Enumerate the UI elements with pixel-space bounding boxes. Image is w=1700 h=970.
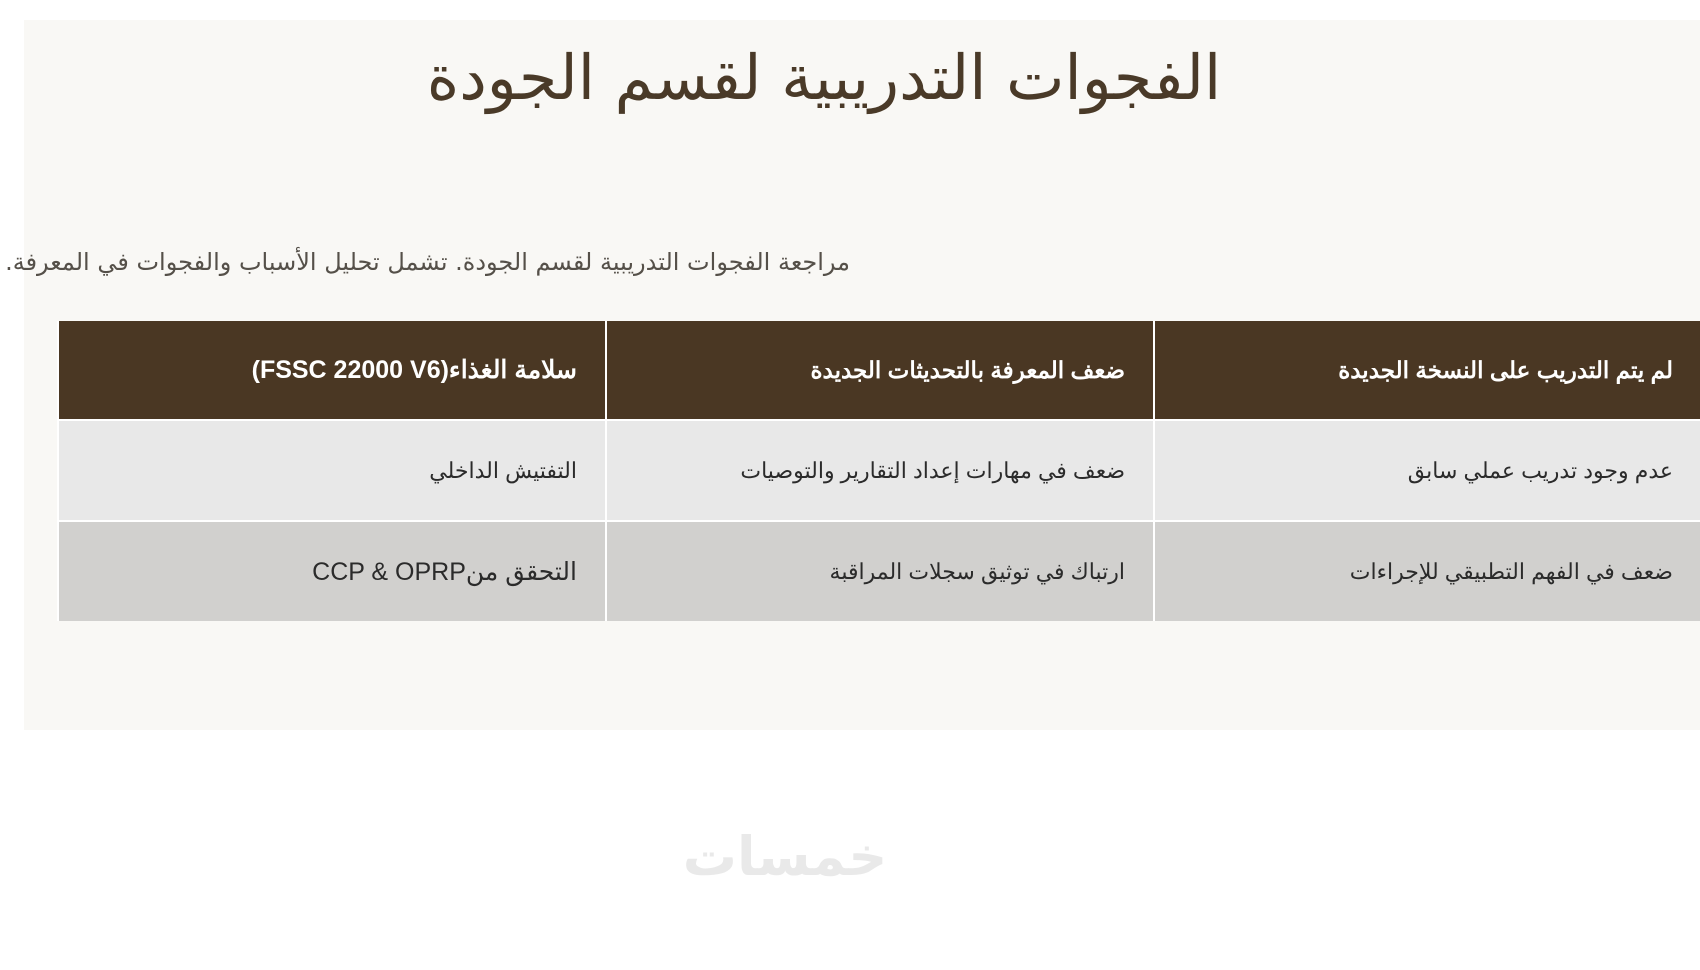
table-header-cell: سلامة الغذاء(FSSC 22000 V6) bbox=[58, 321, 606, 420]
table-header-cell: ضعف المعرفة بالتحديثات الجديدة bbox=[606, 321, 1154, 420]
slide-title: الفجوات التدريبية لقسم الجودة bbox=[426, 41, 1222, 114]
table-header-row bbox=[58, 321, 1700, 420]
table-row bbox=[58, 420, 1700, 521]
table-cell: ضعف في الفهم التطبيقي للإجراءات bbox=[1154, 521, 1700, 621]
slide-subtitle: مراجعة الفجوات التدريبية لقسم الجودة. تشمل تحليل الأسباب والفجوات في المعرفة. bbox=[5, 248, 850, 276]
table-cell: التحقق منCCP & OPRP bbox=[58, 521, 606, 621]
table-cell: ارتباك في توثيق سجلات المراقبة bbox=[606, 521, 1154, 621]
table-row bbox=[58, 521, 1700, 621]
table-header-cell: لم يتم التدريب على النسخة الجديدة bbox=[1154, 321, 1700, 420]
table-cell: ضعف في مهارات إعداد التقارير والتوصيات bbox=[606, 420, 1154, 521]
table-cell: عدم وجود تدريب عملي سابق bbox=[1154, 420, 1700, 521]
watermark-logo: خمسات bbox=[682, 825, 888, 888]
table-cell: التفتيش الداخلي bbox=[58, 420, 606, 521]
training-gaps-table bbox=[57, 321, 1700, 621]
